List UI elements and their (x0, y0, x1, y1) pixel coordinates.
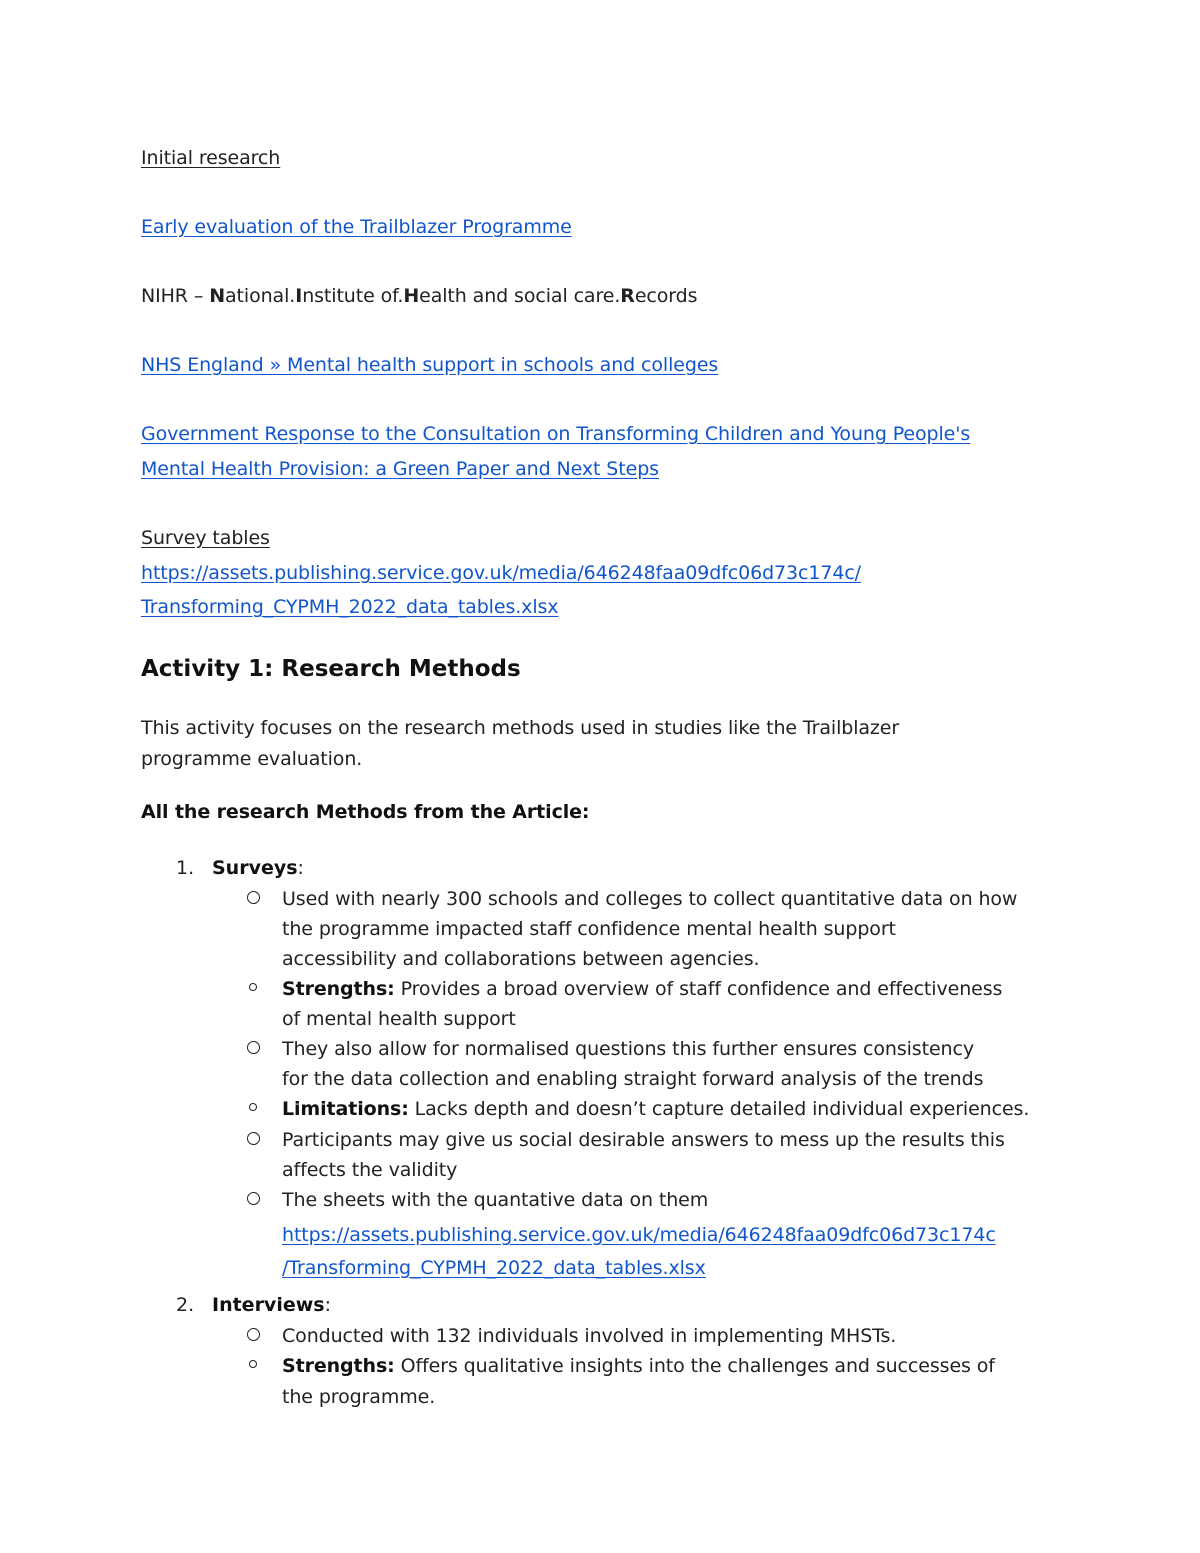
surveys-point5-line1: Participants may give us social desirable answers to mess up the results this (282, 1129, 1005, 1151)
trailblazer-evaluation-link[interactable]: Early evaluation of the Trailblazer Programme (141, 216, 572, 238)
activity-title: Activity 1: Research Methods (141, 656, 521, 682)
survey-tables-link-line1[interactable]: https://assets.publishing.service.gov.uk/media/646248faa09dfc06d73c174c/ (141, 562, 861, 584)
nihr-text-3: ealth and social care. (419, 285, 621, 307)
hollow-circle-bullet-icon (247, 1321, 259, 1351)
hollow-circle-bullet-icon (247, 1125, 259, 1155)
strengths-label: Strengths: (282, 1355, 395, 1377)
surveys-point1-line3: accessibility and collaborations between agencies. (282, 948, 760, 970)
nihr-text-4: ecords (634, 285, 698, 307)
nihr-letter-h: H (403, 285, 420, 307)
surveys-point1-line1: Used with nearly 300 schools and colleges to collect quantitative data on how (282, 888, 1018, 910)
nihr-letter-r: R (620, 285, 635, 307)
surveys-limitations-line (282, 1094, 1029, 1124)
hollow-circle-bullet-icon (247, 1185, 259, 1215)
survey-tables-link-line2[interactable]: Transforming_CYPMH_2022_data_tables.xlsx (141, 596, 559, 618)
nihr-line (141, 281, 697, 311)
hollow-circle-bullet-icon (247, 884, 259, 914)
nihr-text-1: ational. (225, 285, 296, 307)
surveys-limitations-text: Lacks depth and doesn’t capture detailed individual experiences. (408, 1098, 1030, 1120)
activity-intro-line1: This activity focuses on the research methods used in studies like the Trailblazer (141, 717, 900, 739)
method-1-title (212, 853, 304, 883)
surveys-point6-line1: The sheets with the quantative data on them (282, 1189, 709, 1211)
method-2-number: 2. (176, 1294, 195, 1316)
method-1-colon: : (297, 857, 304, 879)
activity-intro-line2: programme evaluation. (141, 748, 363, 770)
surveys-point3-line2: for the data collection and enabling straight forward analysis of the trends (282, 1068, 984, 1090)
methods-heading: All the research Methods from the Article: (141, 801, 590, 823)
nhs-england-link[interactable]: NHS England » Mental health support in schools and colleges (141, 354, 719, 376)
interviews-strengths-line1 (282, 1351, 995, 1381)
method-2-colon: : (324, 1294, 331, 1316)
survey-tables-label: Survey tables (141, 527, 270, 549)
surveys-strengths-line2: of mental health support (282, 1008, 516, 1030)
government-response-link-line1[interactable]: Government Response to the Consultation on Transforming Children and Young People's (141, 423, 971, 445)
method-1-number: 1. (176, 857, 195, 879)
surveys-point1-line2: the programme impacted staff confidence mental health support (282, 918, 896, 940)
interviews-strengths-text: Offers qualitative insights into the challenges and successes of (394, 1355, 995, 1377)
nihr-text-2: nstitute of. (302, 285, 404, 307)
hollow-circle-bullet-icon (247, 1034, 259, 1064)
government-response-link-line2[interactable]: Mental Health Provision: a Green Paper and Next Steps (141, 458, 659, 480)
interviews-point1: Conducted with 132 individuals involved in implementing MHSTs. (282, 1325, 897, 1347)
small-circle-bullet-icon (247, 974, 259, 1004)
strengths-label: Strengths: (282, 978, 395, 1000)
data-tables-link-line1[interactable]: https://assets.publishing.service.gov.uk/media/646248faa09dfc06d73c174c (282, 1224, 996, 1246)
surveys-strengths-line1 (282, 974, 1002, 1004)
interviews-strengths-line2: the programme. (282, 1386, 436, 1408)
nihr-letter-i: I (295, 285, 303, 307)
surveys-point5-line2: affects the validity (282, 1159, 458, 1181)
interviews-label: Interviews (212, 1294, 325, 1316)
surveys-label: Surveys (212, 857, 298, 879)
surveys-strengths-text: Provides a broad overview of staff confidence and effectiveness (394, 978, 1003, 1000)
small-circle-bullet-icon (247, 1094, 259, 1124)
surveys-point3-line1: They also allow for normalised questions this further ensures consistency (282, 1038, 974, 1060)
nihr-prefix: NIHR – (141, 285, 210, 307)
limitations-label: Limitations: (282, 1098, 409, 1120)
initial-research-heading: Initial research (141, 147, 281, 169)
small-circle-bullet-icon (247, 1351, 259, 1381)
nihr-letter-n: N (209, 285, 225, 307)
data-tables-link-line2[interactable]: /Transforming_CYPMH_2022_data_tables.xlsx (282, 1257, 706, 1279)
method-2-title (212, 1290, 331, 1320)
